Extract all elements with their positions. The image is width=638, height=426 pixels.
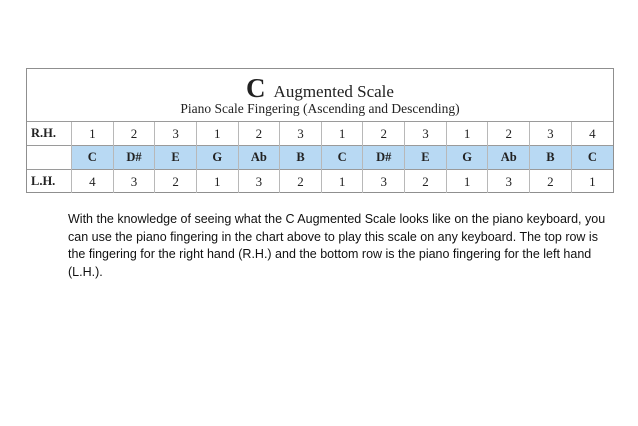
finger-cell: 2 [363, 122, 405, 146]
note-cell: E [155, 146, 197, 170]
note-cell: D# [363, 146, 405, 170]
finger-cell: 2 [405, 170, 447, 194]
finger-cell: 2 [530, 170, 572, 194]
finger-cell: 3 [363, 170, 405, 194]
note-cell: E [405, 146, 447, 170]
finger-cell: 3 [155, 122, 197, 146]
finger-cell: 1 [446, 122, 488, 146]
fingering-chart [26, 68, 614, 193]
notes-row-label [27, 146, 72, 170]
note-cell: B [530, 146, 572, 170]
left-hand-label: L.H. [27, 170, 72, 194]
finger-cell: 1 [321, 170, 363, 194]
chart-subtitle: Piano Scale Fingering (Ascending and Descending) [180, 101, 460, 116]
finger-cell: 1 [196, 122, 238, 146]
finger-cell: 3 [530, 122, 572, 146]
note-cell: C [321, 146, 363, 170]
right-hand-row [27, 122, 613, 146]
notes-row [27, 146, 613, 170]
note-cell: B [280, 146, 322, 170]
finger-cell: 1 [446, 170, 488, 194]
finger-cell: 4 [72, 170, 114, 194]
finger-cell: 3 [405, 122, 447, 146]
note-cell: Ab [488, 146, 530, 170]
chart-header [27, 69, 613, 121]
finger-cell: 1 [196, 170, 238, 194]
fingering-table [27, 121, 613, 193]
note-cell: D# [113, 146, 155, 170]
finger-cell: 1 [72, 122, 114, 146]
description-text: With the knowledge of seeing what the C Augmented Scale looks like on the piano keyboard, you can use the piano fingering in the chart above to play this scale on any keyboard. The top row is the fingering for the right hand (R.H.) and the bottom row is the piano fingering for the left hand (L.H.). [68, 212, 606, 279]
finger-cell: 2 [113, 122, 155, 146]
finger-cell: 1 [571, 170, 613, 194]
finger-cell: 2 [488, 122, 530, 146]
chart-title [27, 73, 613, 104]
scale-key: C [246, 73, 266, 103]
note-cell: G [196, 146, 238, 170]
finger-cell: 3 [113, 170, 155, 194]
finger-cell: 2 [155, 170, 197, 194]
finger-cell: 2 [238, 122, 280, 146]
finger-cell: 4 [571, 122, 613, 146]
finger-cell: 2 [280, 170, 322, 194]
note-cell: Ab [238, 146, 280, 170]
note-cell: C [72, 146, 114, 170]
scale-name: Augmented Scale [273, 82, 394, 101]
note-cell: G [446, 146, 488, 170]
finger-cell: 3 [280, 122, 322, 146]
finger-cell: 3 [488, 170, 530, 194]
finger-cell: 1 [321, 122, 363, 146]
right-hand-label: R.H. [27, 122, 72, 146]
finger-cell: 3 [238, 170, 280, 194]
note-cell: C [571, 146, 613, 170]
left-hand-row [27, 170, 613, 194]
